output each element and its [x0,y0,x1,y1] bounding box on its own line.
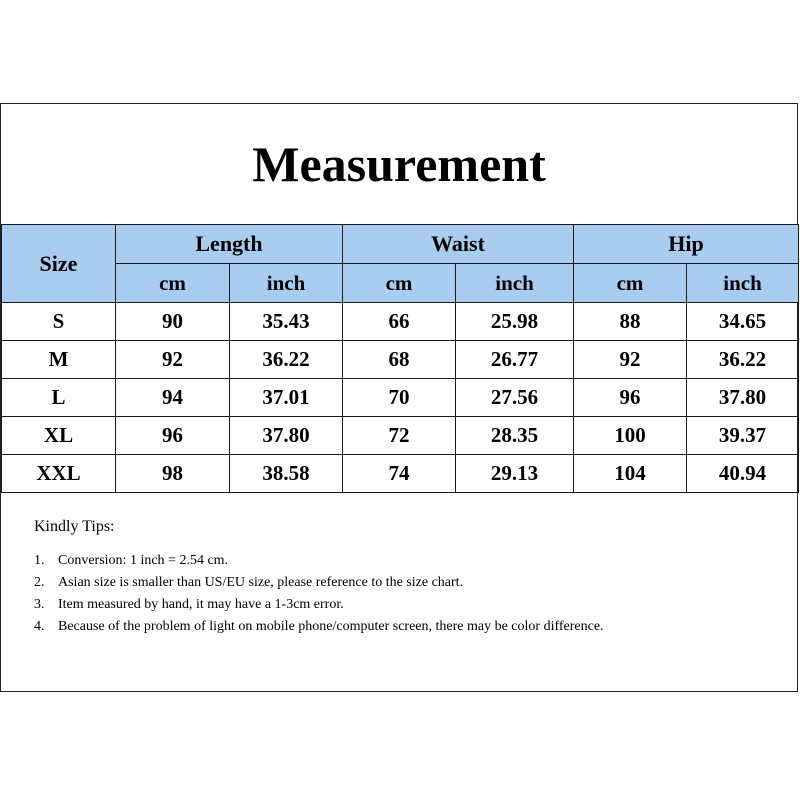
table-row [2,303,799,341]
tip-item [34,572,774,594]
tip-number: 3. [34,597,45,612]
length-header: Length [116,225,343,264]
unit-header: inch [687,264,799,303]
table-cell: 40.94 [687,455,799,493]
tip-number: 1. [34,553,45,568]
table-cell: 104 [574,455,687,493]
table-cell: 92 [116,341,230,379]
table-cell: 37.80 [230,417,343,455]
table-cell: 25.98 [456,303,574,341]
tip-item [34,616,648,638]
table-cell: 88 [574,303,687,341]
table-unit-row [2,264,799,303]
tip-number: 4. [34,619,45,634]
page-title: Measurement [252,136,546,192]
table-header-row [2,225,799,264]
size-cell: XL [2,417,116,455]
unit-header: inch [456,264,574,303]
size-cell: L [2,379,116,417]
table-cell: 98 [116,455,230,493]
tip-item [34,594,774,616]
size-table [1,224,799,493]
tip-item [34,550,774,572]
hip-header: Hip [574,225,799,264]
table-cell: 72 [343,417,456,455]
table-cell: 70 [343,379,456,417]
table-cell: 90 [116,303,230,341]
table-cell: 68 [343,341,456,379]
table-cell: 34.65 [687,303,799,341]
table-row [2,455,799,493]
table-cell: 36.22 [687,341,799,379]
table-cell: 37.80 [687,379,799,417]
table-cell: 92 [574,341,687,379]
table-cell: 96 [116,417,230,455]
table-cell: 100 [574,417,687,455]
table-cell: 94 [116,379,230,417]
tip-text: Because of the problem of light on mobile phone/computer screen, there may be color difference. [58,619,604,634]
size-chart-frame [0,103,798,692]
table-row [2,341,799,379]
table-cell: 66 [343,303,456,341]
table-cell: 39.37 [687,417,799,455]
tip-text: Item measured by hand, it may have a 1-3cm error. [58,597,344,612]
table-cell: 27.56 [456,379,574,417]
table-cell: 38.58 [230,455,343,493]
tip-number: 2. [34,575,45,590]
size-cell: M [2,341,116,379]
unit-header: cm [343,264,456,303]
size-cell: S [2,303,116,341]
unit-header: inch [230,264,343,303]
kindly-tips [34,516,774,638]
table-cell: 37.01 [230,379,343,417]
waist-header: Waist [343,225,574,264]
tips-heading: Kindly Tips: [34,518,115,535]
table-cell: 96 [574,379,687,417]
tip-text: Asian size is smaller than US/EU size, please reference to the size chart. [58,575,464,590]
table-cell: 29.13 [456,455,574,493]
table-cell: 36.22 [230,341,343,379]
size-header: Size [2,225,116,303]
table-cell: 26.77 [456,341,574,379]
table-cell: 28.35 [456,417,574,455]
table-cell: 35.43 [230,303,343,341]
unit-header: cm [116,264,230,303]
table-row [2,379,799,417]
unit-header: cm [574,264,687,303]
table-row [2,417,799,455]
table-cell: 74 [343,455,456,493]
size-cell: XXL [2,455,116,493]
tip-text: Conversion: 1 inch = 2.54 cm. [58,553,229,568]
